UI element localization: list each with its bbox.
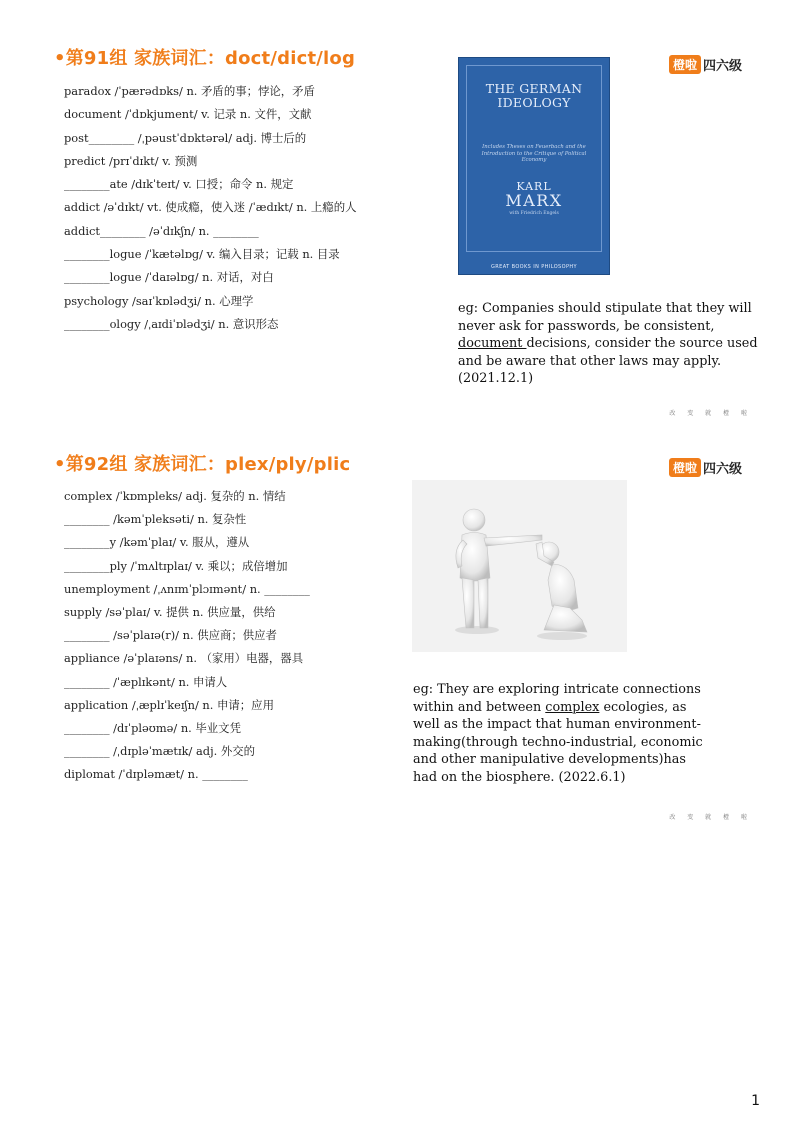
- vocab-item: predict /prɪˈdɪkt/ v. 预测: [64, 153, 198, 168]
- vocab-item: psychology /saɪˈkɒlədʒi/ n. 心理学: [64, 293, 254, 308]
- brand-name: 四六级: [702, 462, 742, 477]
- standing-figure: [456, 509, 542, 628]
- book-title-line2: IDEOLOGY: [497, 95, 571, 110]
- vocab-item: ________ate /dɪkˈteɪt/ v. 口授；命令 n. 规定: [64, 177, 294, 192]
- vocab-list: [64, 485, 310, 787]
- brand-tag: 橙啦: [669, 55, 701, 74]
- example-text-before: eg: Companies should stipulate that they will never ask for passwords, be consistent,: [458, 301, 752, 334]
- book-subtitle: Includes Theses on Feuerbach and the Introduction to the Critique of Political Economy: [481, 144, 587, 163]
- book-author-first: KARL: [516, 179, 552, 193]
- vocab-item: supply /səˈplaɪ/ v. 提供 n. 供应量，供给: [64, 605, 276, 620]
- vocab-item: ________logue /ˈkætəlɒg/ v. 编入目录；记载 n. 目录: [64, 247, 340, 262]
- vocab-item: appliance /əˈplaɪəns/ n. （家用）电器，器具: [64, 651, 304, 666]
- brand-logo: [669, 55, 742, 74]
- section-title: •第91组 家族词汇：doct/dict/log: [54, 48, 356, 69]
- example-text-before: eg: They are exploring intricate connections within and between: [413, 682, 701, 715]
- vocab-item: ________ply /ˈmʌltɪplaɪ/ v. 乘以；成倍增加: [64, 558, 288, 573]
- vocab-item: unemployment /ˌʌnɪmˈplɔɪmənt/ n. ________: [64, 581, 310, 596]
- brand-name: 四六级: [702, 59, 742, 74]
- page-number: 1: [751, 1093, 760, 1109]
- vocab-item: post________ /ˌpəustˈdɒktərəl/ adj. 博士后的: [64, 130, 307, 145]
- illustration-svg: [412, 480, 627, 652]
- section-group-91: [0, 0, 800, 430]
- example-sentence: [458, 300, 758, 388]
- vocab-item: ________ /dɪˈpləʊmə/ n. 毕业文凭: [64, 721, 241, 736]
- vocab-item: ________ology /ˌaɪdiˈɒlədʒi/ n. 意识形态: [64, 316, 279, 331]
- vocab-item: ________ /kəmˈpleksəti/ n. 复杂性: [64, 512, 247, 527]
- example-highlight-word: document: [458, 336, 527, 352]
- book-title-line1: THE GERMAN: [485, 81, 583, 96]
- section-group-92: [0, 440, 800, 840]
- vocab-item: ________ /ˈæplɪkənt/ n. 申请人: [64, 674, 228, 689]
- vocab-item: ________ /səˈplaɪə(r)/ n. 供应商；供应者: [64, 628, 277, 643]
- book-author-last: MARX: [505, 190, 563, 210]
- section-title: •第92组 家族词汇：plex/ply/plic: [54, 454, 351, 475]
- footer-slogan: 改 变 就 橙 啦: [669, 814, 752, 821]
- book-series: GREAT BOOKS IN PHILOSOPHY: [491, 264, 577, 270]
- example-sentence: [413, 681, 713, 787]
- book-cover-frame: [466, 65, 602, 252]
- vocab-item: addict________ /əˈdɪkʃn/ n. ________: [64, 223, 259, 238]
- brand-tag: 橙啦: [669, 458, 701, 477]
- example-text-after: ecologies, as well as the impact that human environment-making(through techno-industrial, economic and other manipulative developments)has had on the biosphere. (2022.6.1): [413, 699, 703, 785]
- vocab-list: [64, 80, 356, 336]
- book-coauthor: with Friedrich Engels: [509, 210, 559, 216]
- vocab-item: document /ˈdɒkjument/ v. 记录 n. 文件，文献: [64, 107, 312, 122]
- complaint-illustration: [412, 480, 627, 652]
- book-cover-image: [458, 57, 610, 275]
- example-highlight-word: complex: [545, 699, 600, 715]
- vocab-item: addict /əˈdɪkt/ vt. 使成瘾，使入迷 /ˈædɪkt/ n. 上瘾的人: [64, 200, 357, 215]
- vocab-item: complex /ˈkɒmpleks/ adj. 复杂的 n. 情结: [64, 489, 286, 503]
- vocab-item: paradox /ˈpærədɒks/ n. 矛盾的事；悖论，矛盾: [64, 84, 315, 98]
- shadow-standing: [455, 626, 499, 634]
- brand-logo: [669, 458, 742, 477]
- vocab-item: ________ /ˌdɪpləˈmætɪk/ adj. 外交的: [64, 744, 256, 759]
- vocab-item: ________y /kəmˈplaɪ/ v. 服从，遵从: [64, 535, 250, 550]
- vocab-item: application /ˌæplɪˈkeɪʃn/ n. 申请；应用: [64, 697, 274, 712]
- kneeling-figure: [536, 542, 587, 632]
- vocab-item: ________logue /ˈdaɪəlɒg/ n. 对话，对白: [64, 270, 274, 285]
- vocab-item: diplomat /ˈdɪpləmæt/ n. ________: [64, 767, 248, 782]
- shadow-kneeling: [537, 632, 587, 640]
- footer-slogan: 改 变 就 橙 啦: [669, 410, 752, 417]
- example-text-after: decisions, consider the source used and be aware that other laws may apply. (2021.12.1): [458, 336, 758, 387]
